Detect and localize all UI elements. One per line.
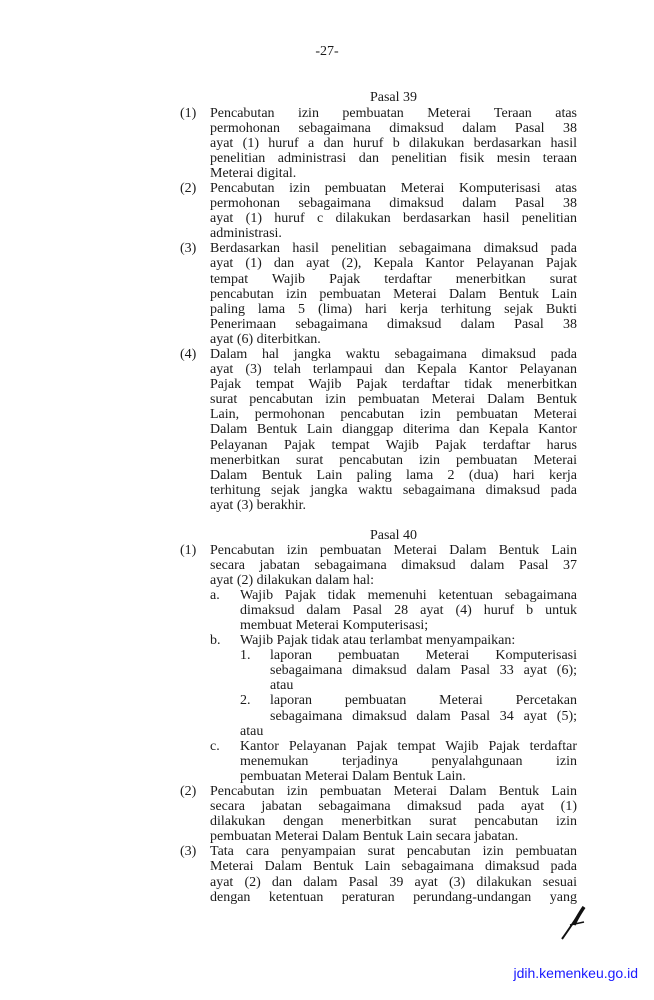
document-line (0, 633, 654, 648)
document-line (0, 618, 654, 633)
item-label: 2. (240, 693, 251, 709)
document-line (0, 754, 654, 769)
document-line (0, 302, 654, 317)
line-text: atau (240, 723, 264, 739)
document-line (0, 166, 654, 181)
document-line (0, 256, 654, 271)
document-line (0, 483, 654, 498)
document-line (0, 558, 654, 573)
line-text: ayat (1) dan ayat (2), Kepala Kantor Pelayanan Pajak (210, 256, 577, 272)
document-line (0, 603, 654, 618)
line-text: Pencabutan izin pembuatan Meterai Dalam Bentuk Lain (210, 784, 577, 799)
line-text: menemukan terjadinya penyalahgunaan izin (240, 753, 577, 769)
line-text: Tata cara penyampaian surat pencabutan izin pembuatan (210, 844, 577, 860)
line-text: atau (270, 678, 294, 694)
document-line (0, 106, 654, 121)
item-label: (1) (180, 105, 197, 121)
line-text: laporan pembuatan Meterai Percetakan (270, 693, 577, 709)
line-text: Pencabutan izin pembuatan Meterai Teraan atas (210, 105, 577, 121)
item-label: a. (210, 587, 220, 603)
document-line (0, 362, 654, 377)
document-line (0, 678, 654, 693)
document-line (0, 709, 654, 724)
line-text: permohonan sebagaimana dimaksud dalam Pasal 38 (210, 120, 577, 136)
item-label: (1) (180, 542, 197, 558)
document-line (0, 226, 654, 241)
line-text: ayat (1) huruf c dilakukan berdasarkan hasil penelitian (210, 211, 577, 227)
document-line (0, 181, 654, 196)
document-line (0, 543, 654, 558)
document-line (0, 859, 654, 874)
document-line (0, 844, 654, 859)
line-text: penelitian administrasi dan penelitian fisik mesin teraan (210, 150, 577, 166)
pasal-39-title: Pasal 39 (369, 89, 418, 105)
line-text: secara jabatan sebagaimana dimaksud dalam Pasal 37 (210, 557, 577, 573)
line-text: Pajak tempat Wajib Pajak terdaftar tidak menerbitkan (210, 377, 577, 393)
document-line (0, 151, 654, 166)
line-text: sebagaimana dimaksud dalam Pasal 33 ayat (6); (270, 663, 577, 679)
document-line (0, 468, 654, 483)
line-text: Lain, permohonan pencabutan izin pembuatan Meterai (210, 407, 577, 423)
document-line (0, 498, 654, 513)
line-text: administrasi. (210, 226, 282, 242)
line-text: terhitung sejak jangka waktu sebagaimana dimaksud pada (210, 482, 577, 498)
line-text: Wajib Pajak tidak memenuhi ketentuan sebagaimana (240, 587, 577, 603)
line-text: ayat (2) dilakukan dalam hal: (210, 572, 375, 588)
line-text: dengan ketentuan peraturan perundang-undangan yang (210, 889, 577, 905)
document-line (0, 663, 654, 678)
document-line (0, 377, 654, 392)
document-line (0, 784, 654, 799)
line-text: ayat (6) diterbitkan. (210, 331, 321, 347)
signature-initial (558, 905, 588, 941)
item-label: (3) (180, 844, 197, 860)
document-line (0, 211, 654, 226)
document-line (0, 272, 654, 287)
line-text: dimaksud dalam Pasal 28 ayat (4) huruf b untuk (240, 602, 577, 618)
line-text: pembuatan Meterai Dalam Bentuk Lain. (240, 768, 466, 784)
document-line (0, 241, 654, 256)
line-text: tempat Wajib Pajak terdaftar menerbitkan surat (210, 271, 577, 287)
line-text: Dalam Bentuk Lain dianggap diterima dan Kepala Kantor (210, 422, 577, 438)
document-line (0, 769, 654, 784)
line-text: surat pencabutan izin pembuatan Meterai Dalam Bentuk (210, 392, 577, 408)
document-line (0, 573, 654, 588)
document-line (0, 890, 654, 905)
document-line (0, 724, 654, 739)
line-text: Pelayanan Pajak tempat Wajib Pajak terdaftar harus (210, 437, 577, 453)
document-line (0, 875, 654, 890)
document-line (0, 693, 654, 708)
line-text: sebagaimana dimaksud dalam Pasal 34 ayat (5); (270, 708, 577, 724)
line-text: ayat (3) telah terlampaui dan Kepala Kantor Pelayanan (210, 362, 577, 378)
document-line (0, 392, 654, 407)
pasal-40-title: Pasal 40 (369, 527, 418, 543)
document-line (0, 317, 654, 332)
pasal-39-body (0, 106, 654, 514)
document-line (0, 196, 654, 211)
line-text: permohonan sebagaimana dimaksud dalam Pasal 38 (210, 196, 577, 212)
document-line (0, 422, 654, 437)
document-line (0, 814, 654, 829)
line-text: ayat (3) berakhir. (210, 497, 307, 513)
document-line (0, 739, 654, 754)
line-text: Kantor Pelayanan Pajak tempat Wajib Pajak terdaftar (240, 738, 577, 754)
line-text: pembuatan Meterai Dalam Bentuk Lain secara jabatan. (210, 829, 519, 845)
item-label: b. (210, 633, 221, 649)
document-line (0, 588, 654, 603)
line-text: Meterai Dalam Bentuk Lain sebagaimana dimaksud pada (210, 859, 577, 875)
item-label: (4) (180, 347, 197, 362)
item-label: (3) (180, 241, 197, 257)
document-line (0, 453, 654, 468)
page-number: -27- (315, 44, 339, 59)
document-line (0, 121, 654, 136)
document-line (0, 287, 654, 302)
line-text: menerbitkan surat pencabutan izin pembuatan Meterai (210, 452, 577, 468)
document-line (0, 829, 654, 844)
document-line (0, 136, 654, 151)
line-text: laporan pembuatan Meterai Komputerisasi (270, 648, 577, 664)
line-text: ayat (1) huruf a dan huruf b dilakukan berdasarkan hasil (210, 135, 577, 151)
line-text: Meterai digital. (210, 165, 297, 181)
document-line (0, 438, 654, 453)
line-text: pencabutan izin pembuatan Meterai Dalam Bentuk Lain (210, 286, 577, 302)
document-line (0, 407, 654, 422)
line-text: secara jabatan sebagaimana dimaksud pada ayat (1) (210, 799, 577, 815)
item-label: (2) (180, 180, 197, 196)
item-label: (2) (180, 784, 197, 799)
line-text: ayat (2) dan dalam Pasal 39 ayat (3) dilakukan sesuai (210, 874, 577, 890)
pasal-40-body (0, 543, 654, 905)
line-text: Wajib Pajak tidak atau terlambat menyampaikan: (240, 633, 516, 649)
document-line (0, 799, 654, 814)
document-line (0, 648, 654, 663)
line-text: Pencabutan izin pembuatan Meterai Komputerisasi atas (210, 180, 577, 196)
line-text: dilakukan dengan menerbitkan surat pencabutan izin (210, 814, 577, 830)
source-watermark-link[interactable]: jdih.kemenkeu.go.id (513, 965, 638, 981)
line-text: Dalam Bentuk Lain paling lama 2 (dua) hari kerja (210, 467, 577, 483)
line-text: membuat Meterai Komputerisasi; (240, 617, 429, 633)
document-line (0, 332, 654, 347)
document-line (0, 347, 654, 362)
line-text: Pencabutan izin pembuatan Meterai Dalam Bentuk Lain (210, 542, 577, 558)
line-text: Dalam hal jangka waktu sebagaimana dimaksud pada (210, 347, 577, 362)
item-label: 1. (240, 648, 251, 664)
item-label: c. (210, 738, 220, 754)
line-text: Berdasarkan hasil penelitian sebagaimana dimaksud pada (210, 241, 577, 257)
line-text: paling lama 5 (lima) hari kerja terhitung sejak Bukti (210, 301, 577, 317)
line-text: Penerimaan sebagaimana dimaksud dalam Pasal 38 (210, 316, 577, 332)
